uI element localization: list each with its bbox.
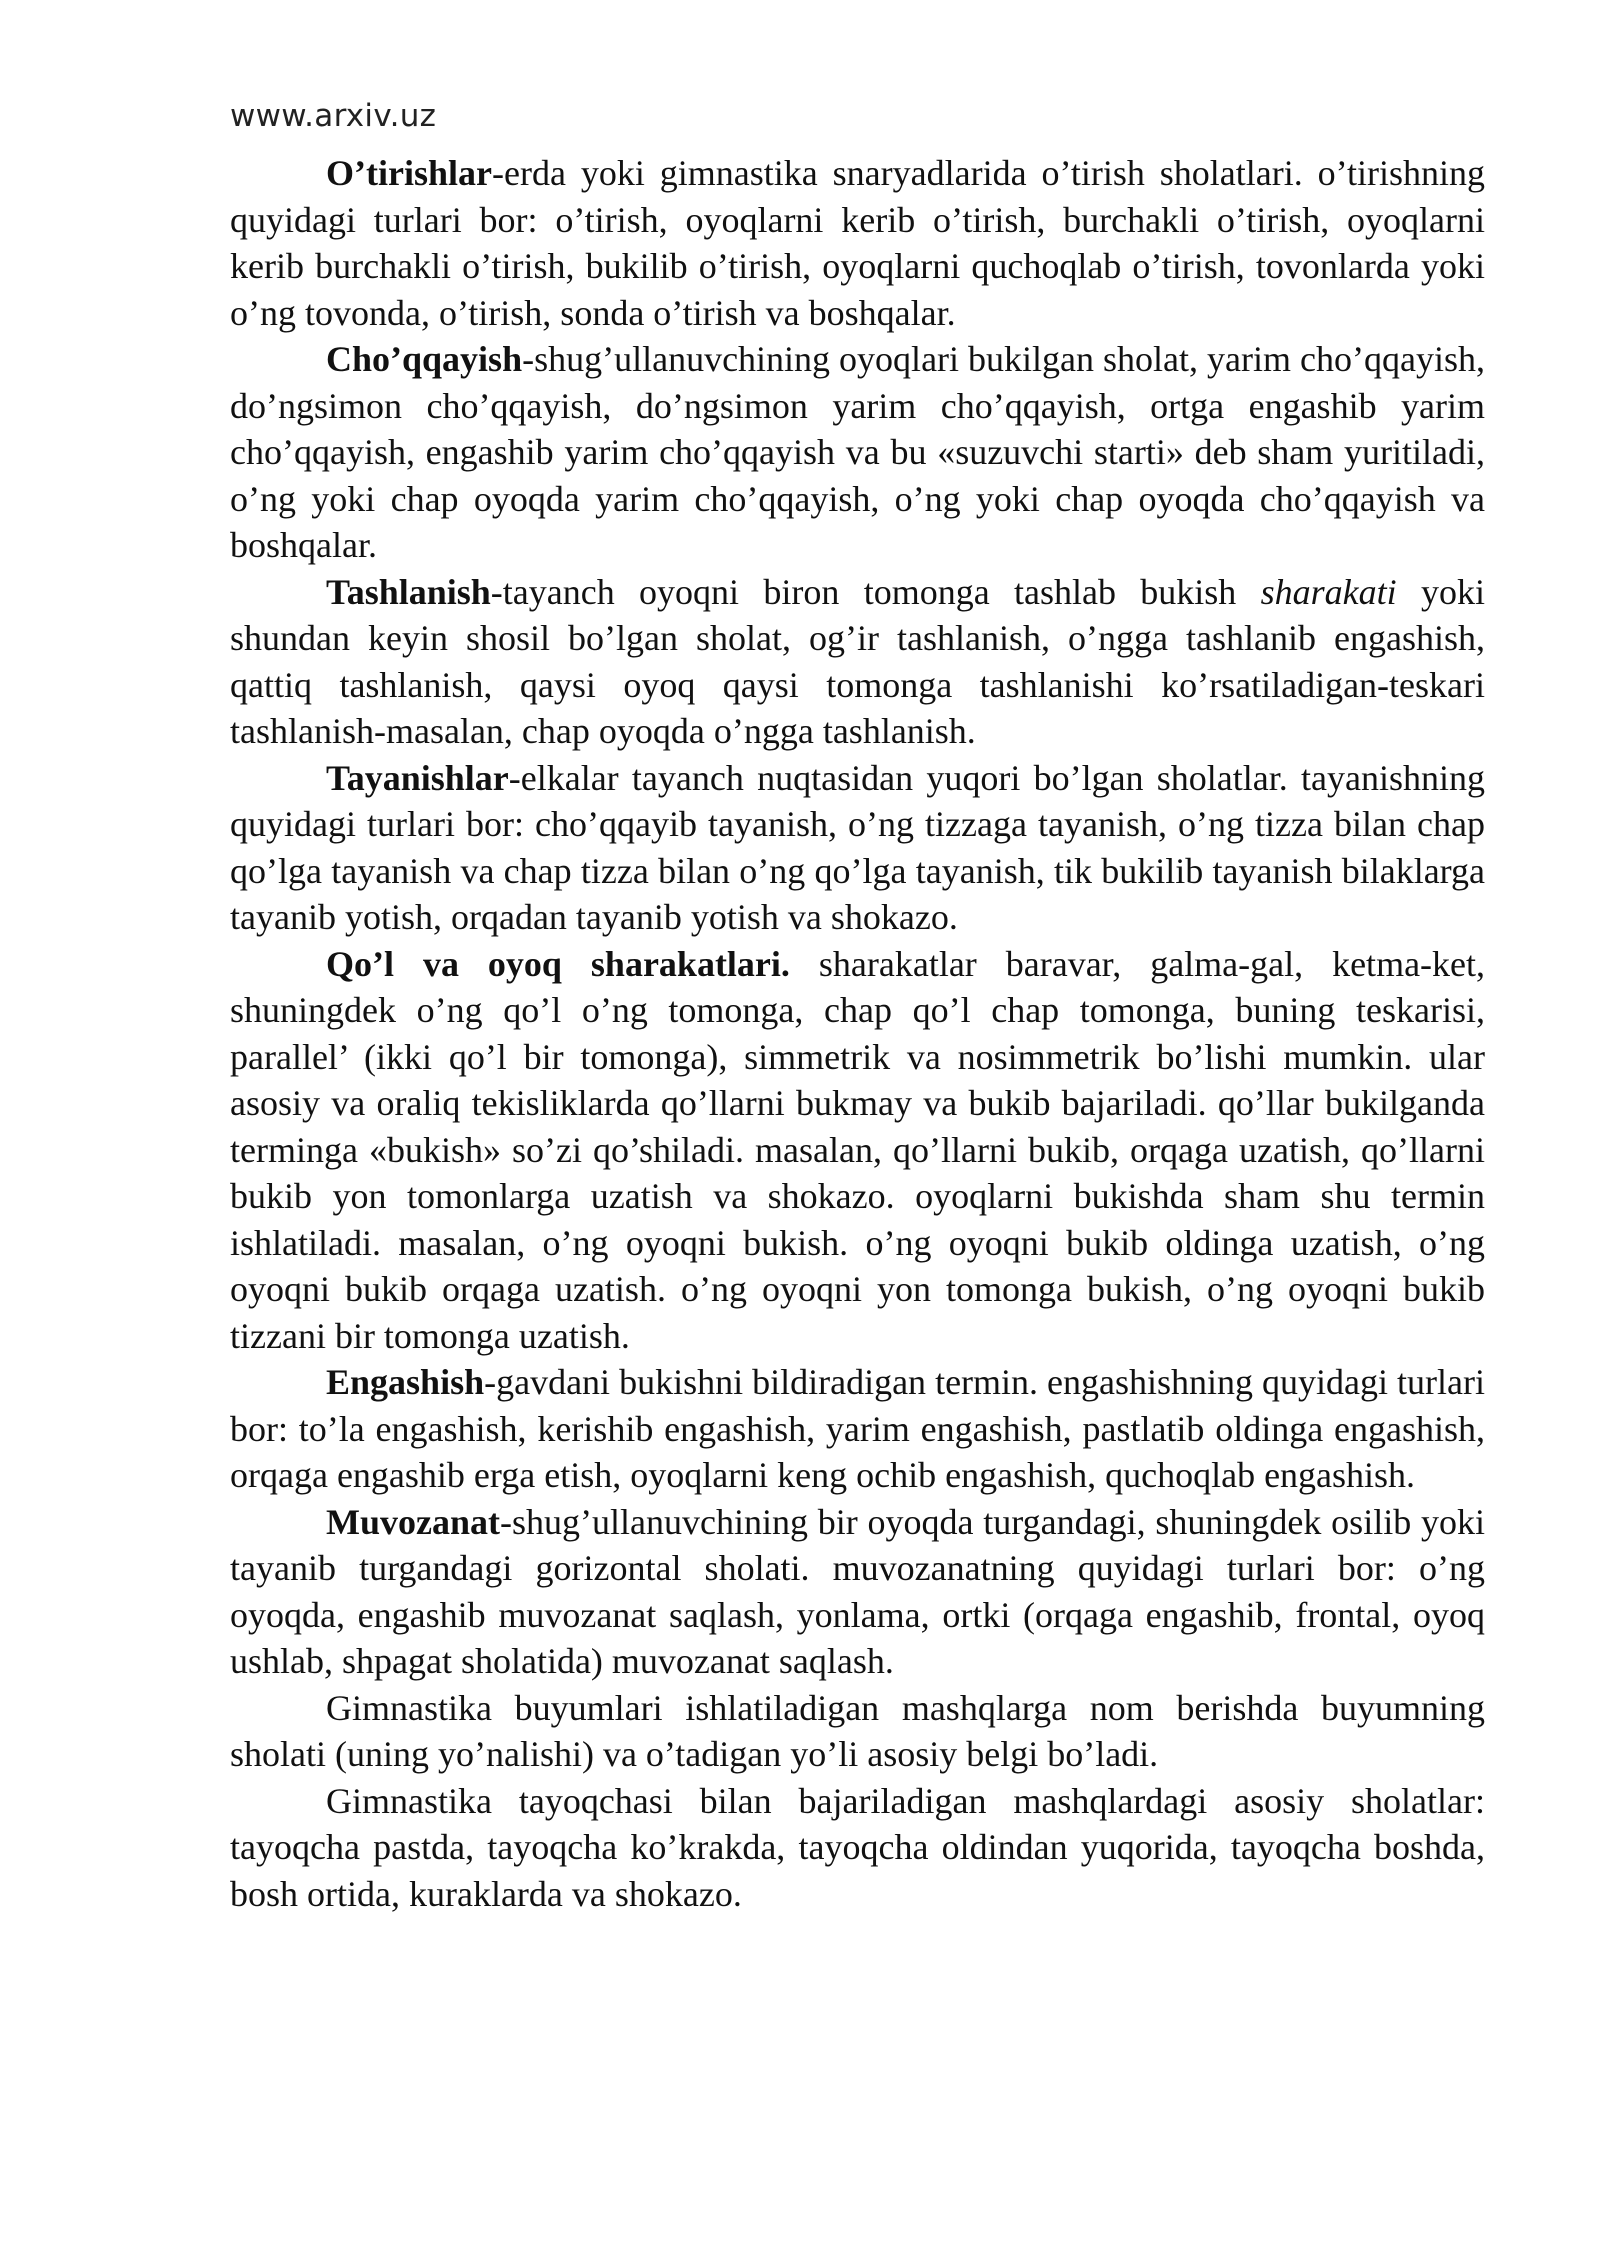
paragraph-qol-va-oyoq [230,941,1485,1360]
term-tashlanish: Tashlanish [326,571,491,612]
term-muvozanat: Muvozanat [326,1501,500,1542]
term-tayanishlar: Tayanishlar [326,757,509,798]
paragraph-text: yoki shundan keyin shosil bo’lgan sholat, og’ir tashlanish, o’ngga tashlanib engashish, qattiq tashlanish, qaysi oyoq qaysi tomonga tashlanishi ko’rsatiladigan-teskari tashlanish-masalan, chap oyoqda o’ngga tashlanish. [230,571,1485,751]
paragraph-text: -erda yoki gimnastika snaryadlarida o’tirish sholatlari. o’tirishning quyidagi turlari bor: o’tirish, oyoqlarni kerib o’tirish, burchakli o’tirish, oyoqlarni kerib burchakli o’tirish, bukilib o’tirish, oyoqlarni quchoqlab o’tirish, tovonlarda yoki o’ng tovonda, o’tirish, sonda o’tirish va boshqalar. [230,153,1485,333]
paragraph-gimnastika-tayoqchasi [230,1778,1485,1918]
site-header: www.arxiv.uz [230,98,437,134]
paragraph-text: -elkalar tayanch nuqtasidan yuqori bo’lgan sholatlar. tayanishning quyidagi turlari bor: cho’qqayib tayanish, o’ng tizzaga tayanish, o’ng tizza bilan chap qo’lga tayanish va chap tizza bilan o’ng qo’lga tayanish, tik bukilib tayanish bilaklarga tayanib yotish, orqadan tayanib yotish va shokazo. [230,757,1485,937]
paragraph-tashlanish [230,569,1485,755]
term-engashish: Engashish [326,1362,485,1402]
paragraph-text: -shug’ullanuvchining bir oyoqda turgandagi, shuningdek osilib yoki tayanib turgandagi gorizontal sholati. muvozanatning quyidagi turlari bor: o’ng oyoqda, engashib muvozanat saqlash, yonlama, ortki (orqaga engashib, frontal, oyoq ushlab, shpagat sholatida) muvozanat saqlash. [230,1501,1485,1681]
paragraph-otirishlar [230,150,1485,336]
italic-word: sharakati [1260,571,1397,612]
paragraph-text: Gimnastika buyumlari ishlatiladigan mashqlarga nom berishda buyumning sholati (uning yo’nalishi) va o’tadigan yo’li asosiy belgi bo’ladi. [230,1687,1485,1774]
paragraph-engashish [230,1359,1485,1499]
paragraph-text: Gimnastika tayoqchasi bilan bajariladigan mashqlardagi asosiy sholatlar: tayoqcha pastda, tayoqcha ko’krakda, tayoqcha oldindan yuqorida, tayoqcha boshda, bosh ortida, kuraklarda va shokazo. [230,1780,1485,1914]
paragraph-text: -gavdani bukishni bildiradigan termin. engashishning quyidagi turlari bor: to’la engashish, kerishib engashish, yarim engashish, pastlatib oldinga engashish, orqaga engashib erga etish, oyoqlarni keng ochib engashish, quchoqlab engashish. [230,1362,1485,1495]
paragraph-choqqayish [230,336,1485,569]
term-qol-va-oyoq: Qo’l va oyoq sharakatlari. [326,943,790,984]
paragraph-tayanishlar [230,755,1485,941]
document-body [230,150,1485,1917]
paragraph-gimnastika-buyumlari [230,1685,1485,1778]
term-otirishlar: O’tirishlar [326,153,492,193]
paragraph-text: -shug’ullanuvchining oyoqlari bukilgan sholat, yarim cho’qqayish, do’ngsimon cho’qqayish, do’ngsimon yarim cho’qqayish, ortga engashib yarim cho’qqayish, engashib yarim cho’qqayish va bu «suzuvchi starti» deb sham yuritiladi, o’ng yoki chap oyoqda yarim cho’qqayish, o’ng yoki chap oyoqda cho’qqayish va boshqalar. [230,339,1485,565]
term-choqqayish: Cho’qqayish [326,339,523,379]
paragraph-text: -tayanch oyoqni biron tomonga tashlab bukish [490,571,1261,612]
paragraph-muvozanat [230,1499,1485,1685]
paragraph-text: sharakatlar baravar, galma-gal, ketma-ket, shuningdek o’ng qo’l o’ng tomonga, chap qo’l chap tomonga, buning teskarisi, parallel’ (ikki qo’l bir tomonga), simmetrik va nosimmetrik bo’lishi mumkin. ular asosiy va oraliq tekisliklarda qo’llarni bukmay va bukib bajariladi. qo’llar bukilganda terminga «bukish» so’zi qo’shiladi. masalan, qo’llarni bukib, orqaga uzatish, qo’llarni bukib yon tomonlarga uzatish va shokazo. oyoqlarni bukishda sham shu termin ishlatiladi. masalan, o’ng oyoqni bukish. o’ng oyoqni bukib oldinga uzatish, o’ng oyoqni bukib orqaga uzatish. o’ng oyoqni yon tomonga bukish, o’ng oyoqni bukib tizzani bir tomonga uzatish. [230,943,1486,1356]
